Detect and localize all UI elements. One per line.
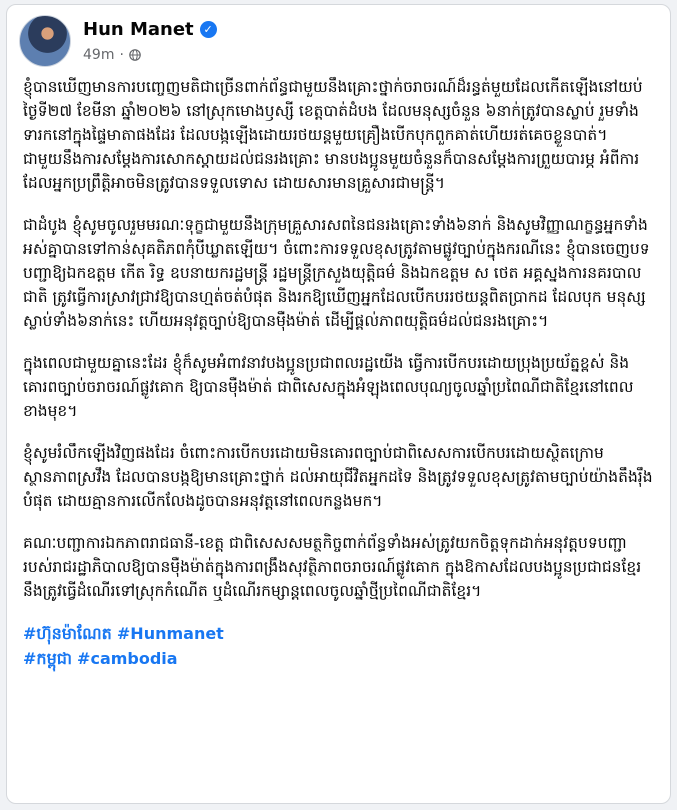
post-time[interactable]: 49m	[83, 47, 115, 63]
post-body	[23, 75, 654, 671]
post-paragraph: ក្នុងពេលជាមួយគ្នានេះដែរ ខ្ញុំក៏សូមអំពាវនាវបងប្អូនប្រជាពលរដ្ឋយើង ធ្វើការបើកបរដោយប្រុងប្រយ័ត្នខ្ពស់ និងគោរពច្បាប់ចរាចរណ៍ផ្លូវគោក ឱ្យបានម៉ឺងម៉ាត់ ជាពិសេសក្នុងអំឡុងពេលបុណ្យចូលឆ្នាំប្រពៃណីជាតិខ្មែរនៅពេលខាងមុខ។	[23, 354, 634, 420]
hashtag-link[interactable]: #cambodia	[77, 649, 178, 668]
author-name[interactable]: Hun Manet	[83, 19, 194, 40]
hashtag-link[interactable]: #កម្ពុជា	[23, 649, 72, 668]
verified-badge-icon: ✓	[200, 21, 217, 38]
post-paragraph: ជាដំបូង ខ្ញុំសូមចូលរួមមរណៈទុក្ខជាមួយនឹងក្រុមគ្រួសារសពនៃជនរងគ្រោះទាំង៦នាក់ និងសូមវិញ្ញាណក្ខន្ធអ្នកទាំងអស់គ្នាបានទៅកាន់សុគតិភពកុំបីឃ្លាតឡើយ។ ចំពោះការទទួលខុសត្រូវតាមផ្លូវច្បាប់ក្នុងករណីនេះ ខ្ញុំបានចេញបទបញ្ជាឱ្យឯកឧត្តម កើត រិទ្ធ ឧបនាយករដ្ឋមន្ត្រី រដ្ឋមន្ត្រីក្រសួងយុត្តិធម៌ និងឯកឧត្តម ស ថេត អគ្គស្នងការនគរបាលជាតិ ត្រូវធ្វើការស្រាវជ្រាវឱ្យបានហ្មត់ចត់បំផុត និងរកឱ្យឃើញអ្នកដែលបើកបររថយន្តពិតប្រាកដ ដែលបុក មនុស្សស្លាប់ទាំង៦នាក់នេះ ហើយអនុវត្តច្បាប់ឱ្យបានម៉ឺងម៉ាត់ ដើម្បីផ្តល់ភាពយុត្តិធម៌ដល់ជនរងគ្រោះ។	[23, 216, 650, 330]
post-meta	[83, 47, 141, 63]
hashtag-link[interactable]: #ហ៊ុនម៉ាណែត	[23, 624, 112, 643]
hashtag-line	[23, 621, 654, 646]
hashtag-link[interactable]: #Hunmanet	[116, 624, 224, 643]
avatar[interactable]	[19, 15, 71, 67]
post-header	[17, 13, 660, 69]
post-paragraph: គណៈបញ្ជាការឯកភាពរាជធានី-ខេត្ត ជាពិសេសសមត្ថកិច្ចពាក់ព័ន្ធទាំងអស់ត្រូវយកចិត្តទុកដាក់អនុវត្តបទបញ្ជារបស់រាជរដ្ឋាភិបាលឱ្យបានម៉ឺងម៉ាត់ក្នុងការពង្រឹងសុវត្ថិភាពចរាចរណ៍ផ្លូវគោក ក្នុងឱកាសដែលបងប្អូនប្រជាជនខ្មែរនឹងត្រូវធ្វើដំណើរទៅស្រុកកំណើត ឬដំណើរកម្សាន្តពេលចូលឆ្នាំថ្មីប្រពៃណីជាតិខ្មែរ។	[23, 534, 642, 600]
post-card	[6, 4, 671, 804]
hashtags	[23, 621, 654, 671]
post-paragraph: ខ្ញុំសូមរំលឹកឡើងវិញផងដែរ ចំពោះការបើកបរដោយមិនគោរពច្បាប់ជាពិសេសការបើកបរដោយស្ថិតក្រោមស្ថានភាពស្រវឹង ដែលបានបង្កឱ្យមានគ្រោះថ្នាក់ ដល់អាយុជីវិតអ្នកដទៃ និងត្រូវទទួលខុសត្រូវតាមច្បាប់យ៉ាងតឹងរ៉ឹងបំផុត ដោយគ្មានការលើកលែងដូចបានអនុវត្តនៅពេលកន្លងមក។	[23, 444, 653, 510]
hashtag-line	[23, 646, 654, 671]
meta-separator: ·	[119, 47, 124, 63]
post-paragraph: ខ្ញុំបានឃើញមានការបញ្ចេញមតិជាច្រើនពាក់ព័ន្ធជាមួយនឹងគ្រោះថ្នាក់ចរាចរណ៍ដ៏រន្ធត់មួយដែលកើតឡើងនៅយប់ថ្ងៃទី២៧ ខែមីនា ឆ្នាំ២០២៦ នៅស្រុកមោងឫស្សី ខេត្តបាត់ដំបង ដែលមនុស្សចំនួន ៦នាក់ត្រូវបានស្លាប់ រួមទាំងទារកនៅក្នុងផ្ទៃមាតាផងដែរ ដែលបង្កឡើងដោយរថយន្តមួយគ្រឿងបើកបុកពួកគាត់ហើយរត់គេចខ្លួនបាត់។ ជាមួយនឹងការសម្តែងការសោកស្តាយដល់ជនរងគ្រោះ មានបងប្អូនមួយចំនួនក៏បានសម្តែងការព្រួយបារម្ភ អំពីការដែលអ្នកប្រព្រឹត្តិអាចមិនត្រូវបានទទួលទោស ដោយសារមានគ្រួសារជាមន្ត្រី។	[23, 78, 643, 192]
author-row	[83, 19, 217, 40]
globe-icon	[129, 49, 141, 61]
